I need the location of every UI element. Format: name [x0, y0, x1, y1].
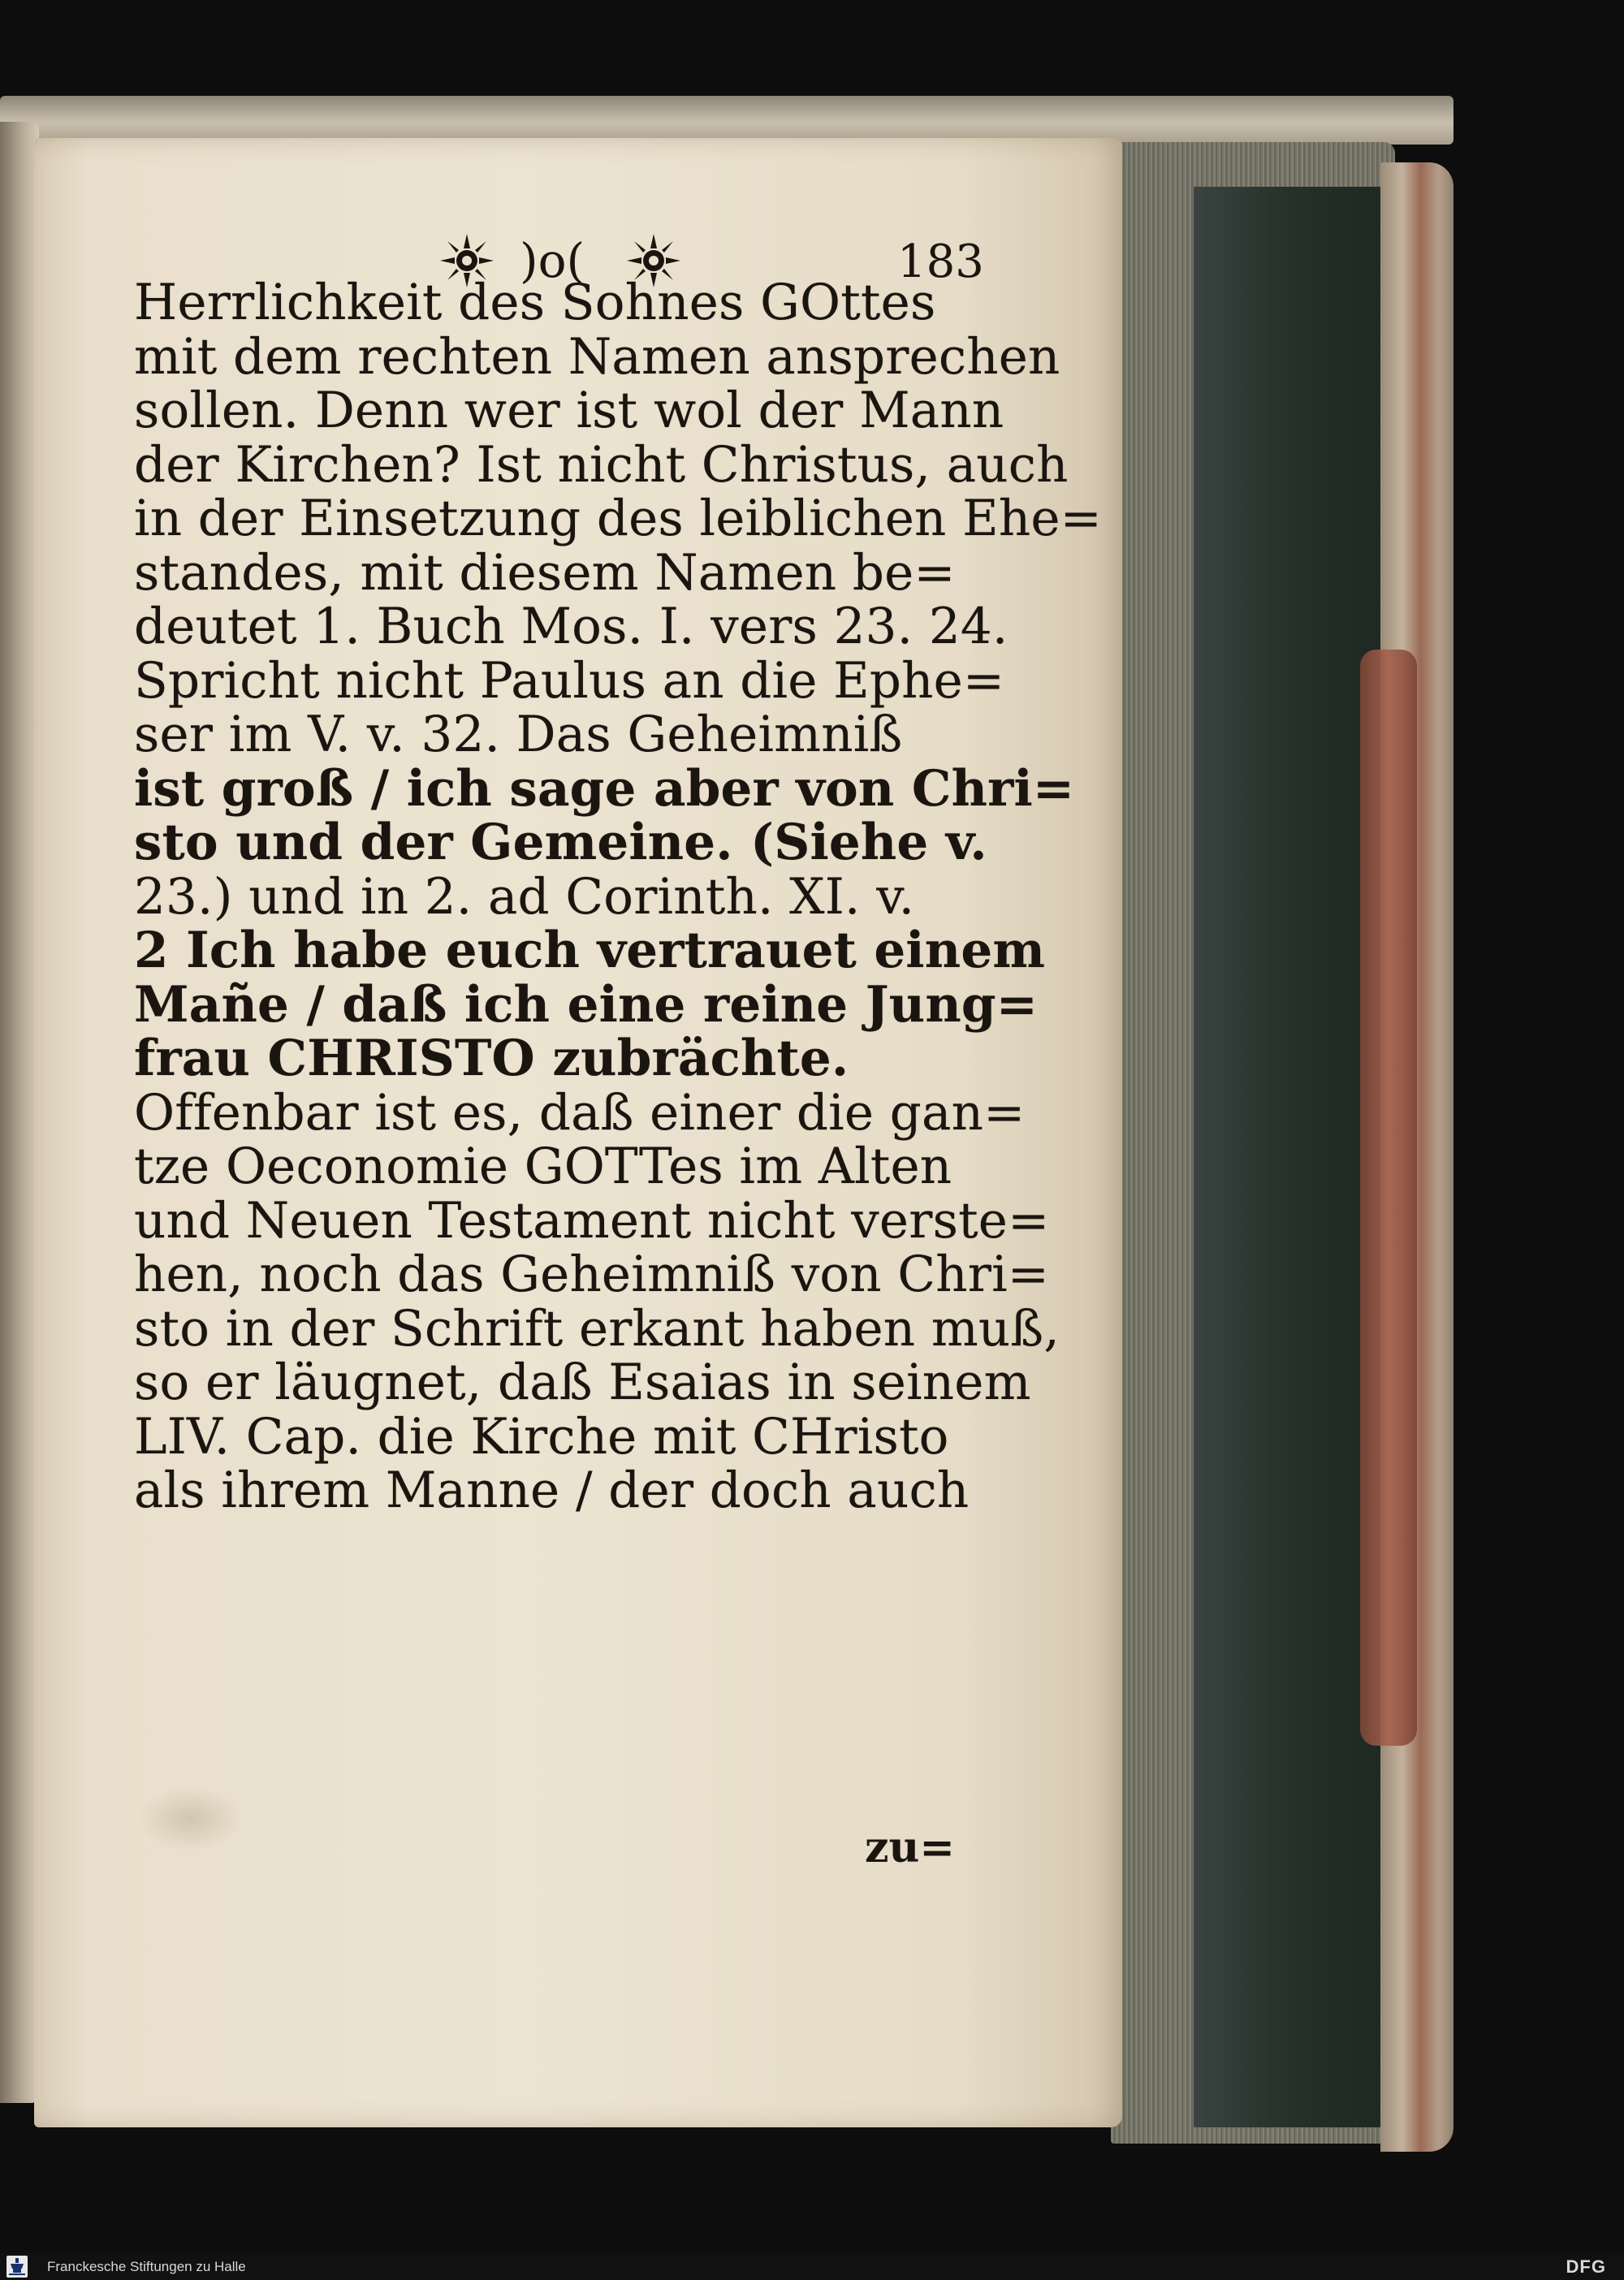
text-line: der Kirchen? Ist nicht Christus, auch — [134, 435, 1069, 494]
text-line: sto und der Gemeine. (Siehe v. — [134, 814, 987, 871]
text-line: in der Einsetzung des leiblichen Ehe= — [134, 490, 1102, 547]
text-line: deutet 1. Buch Mos. I. vers 23. 24. — [134, 598, 1009, 655]
text-line: Mañe / daß ich eine reine Jung= — [134, 975, 1039, 1034]
text-line: tze Oeconomie GOTTes im Alten — [134, 1138, 952, 1195]
text-line: LIV. Cap. die Kirche mit CHristo — [134, 1407, 949, 1466]
body-text — [134, 274, 1102, 1519]
text-line: ser im V. v. 32. Das Geheimniß — [134, 706, 903, 763]
text-line: ist groß / ich sage aber von Chri= — [134, 759, 1075, 818]
text-line: Offenbar ist es, daß einer die gan= — [134, 1083, 1026, 1142]
text-line: 23.) und in 2. ad Corinth. XI. v. — [134, 867, 915, 926]
top-binding — [0, 96, 1453, 145]
cover-leather-patch — [1360, 650, 1417, 1746]
text-line: sollen. Denn wer ist wol der Mann — [134, 382, 1004, 439]
text-line: mit dem rechten Namen ansprechen — [134, 327, 1060, 386]
text-line: so er läugnet, daß Esaias in seinem — [134, 1354, 1031, 1411]
text-line: sto in der Schrift erkant haben muß, — [134, 1299, 1060, 1358]
text-line: und Neuen Testament nicht verste= — [134, 1191, 1050, 1250]
text-line: standes, mit diesem Namen be= — [134, 543, 956, 602]
page-number: 183 — [897, 235, 984, 288]
text-line: 2 Ich habe euch vertrauet einem — [134, 922, 1046, 979]
text-line: frau CHRISTO zubrächte. — [134, 1030, 849, 1087]
institution-name: Franckesche Stiftungen zu Halle — [47, 2259, 246, 2274]
institution-logo-icon — [6, 2256, 28, 2278]
catchword: zu= — [865, 1823, 955, 1872]
text-line: hen, noch das Geheimniß von Chri= — [134, 1246, 1050, 1303]
previous-page-edge — [0, 122, 39, 2103]
dfg-brand: DFG — [1566, 2256, 1606, 2277]
text-line: Herrlichkeit des Sohnes GOttes — [134, 274, 936, 331]
header-mark: )o( — [520, 233, 585, 288]
viewer-footer — [0, 2253, 1624, 2280]
ink-stain — [138, 1786, 244, 1851]
text-line: als ihrem Manne / der doch auch — [134, 1462, 970, 1519]
text-line: Spricht nicht Paulus an die Ephe= — [134, 651, 1005, 710]
